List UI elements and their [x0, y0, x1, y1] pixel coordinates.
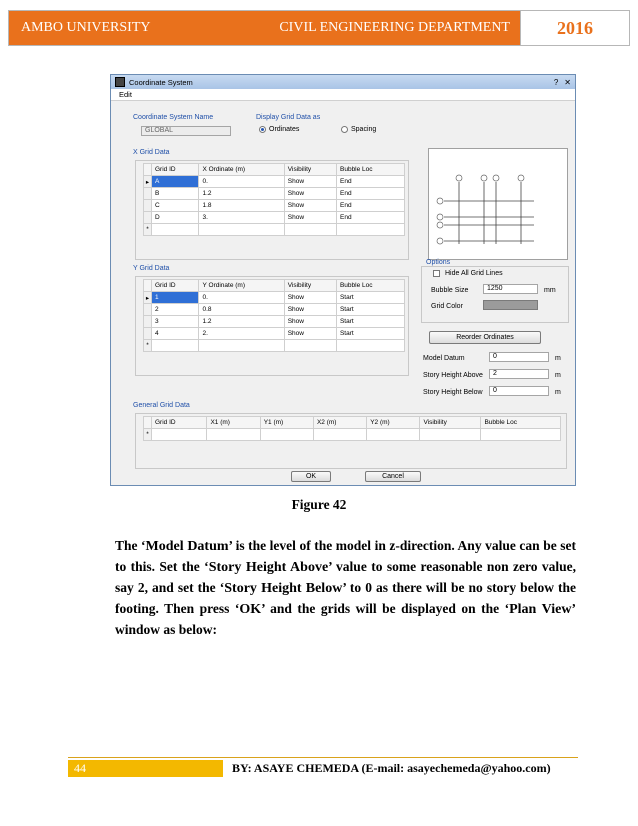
col-grid-id[interactable]: Grid ID — [152, 280, 199, 292]
cell[interactable] — [367, 429, 420, 441]
col-bubble-loc[interactable]: Bubble Loc — [336, 280, 404, 292]
cell[interactable]: Show — [284, 328, 336, 340]
cell[interactable]: Show — [284, 212, 336, 224]
cell[interactable]: Show — [284, 292, 336, 304]
emphasis-story-height-below: Story Height Below — [224, 580, 343, 596]
table-row[interactable] — [144, 292, 405, 304]
cell[interactable]: Start — [336, 328, 404, 340]
col-visibility[interactable]: Visibility — [420, 417, 481, 429]
cell[interactable] — [152, 224, 199, 236]
radio-ordinates-button[interactable] — [259, 126, 266, 133]
cell[interactable]: 3. — [199, 212, 284, 224]
col-y-ordinate[interactable]: Y Ordinate (m) — [199, 280, 284, 292]
cell[interactable]: Show — [284, 188, 336, 200]
row-indicator — [144, 188, 152, 200]
cell[interactable] — [336, 340, 404, 352]
row-indicator — [144, 212, 152, 224]
model-datum-unit: m — [555, 355, 561, 362]
cell[interactable] — [152, 429, 207, 441]
table-row[interactable] — [144, 304, 405, 316]
body-paragraph — [115, 536, 576, 640]
table-row[interactable] — [144, 316, 405, 328]
cell[interactable]: Start — [336, 292, 404, 304]
cell[interactable]: End — [337, 188, 405, 200]
cell[interactable] — [420, 429, 481, 441]
row-indicator — [144, 200, 152, 212]
emphasis-story-height-above: Story Height Above — [208, 559, 329, 575]
grid-color-swatch[interactable] — [483, 300, 538, 310]
cell[interactable]: 3 — [152, 316, 199, 328]
options-title: Options — [426, 259, 451, 266]
cell[interactable]: Show — [284, 176, 336, 188]
university-name: AMBO UNIVERSITY — [21, 20, 151, 35]
cell[interactable]: C — [152, 200, 199, 212]
story-height-above-label: Story Height Above — [423, 372, 483, 379]
col-x-ordinate[interactable]: X Ordinate (m) — [199, 164, 284, 176]
cell[interactable]: Show — [284, 316, 336, 328]
row-pointer-icon: ▸ — [144, 292, 152, 304]
cell[interactable]: 0. — [199, 176, 284, 188]
y-grid-header — [144, 280, 405, 292]
general-grid-corner — [144, 417, 152, 429]
new-row-icon: * — [144, 224, 152, 236]
new-row-icon: * — [144, 429, 152, 441]
story-height-below-field[interactable]: 0 — [489, 386, 549, 396]
row-indicator — [144, 304, 152, 316]
general-grid-title: General Grid Data — [133, 402, 190, 409]
app-icon — [115, 77, 125, 87]
new-row[interactable] — [144, 340, 405, 352]
cell[interactable] — [152, 340, 199, 352]
col-bubble-loc[interactable]: Bubble Loc — [337, 164, 405, 176]
cell[interactable]: B — [152, 188, 199, 200]
cell[interactable]: Start — [336, 316, 404, 328]
ok-button[interactable]: OK — [291, 471, 331, 482]
header-bar — [8, 10, 521, 46]
footer-rule — [68, 757, 578, 758]
system-name-field[interactable]: GLOBAL — [141, 126, 231, 136]
cell[interactable]: End — [337, 200, 405, 212]
cell[interactable]: 1 — [152, 292, 199, 304]
general-grid-header — [144, 417, 561, 429]
y-grid-table — [143, 279, 405, 352]
table-row[interactable] — [144, 212, 405, 224]
col-x1[interactable]: X1 (m) — [207, 417, 260, 429]
story-height-above-field[interactable]: 2 — [489, 369, 549, 379]
col-y2[interactable]: Y2 (m) — [367, 417, 420, 429]
col-grid-id[interactable]: Grid ID — [152, 164, 199, 176]
dialog-title: Coordinate System — [129, 77, 193, 87]
col-visibility[interactable]: Visibility — [284, 164, 336, 176]
dialog-titlebar — [111, 75, 575, 89]
new-row[interactable] — [144, 429, 561, 441]
general-grid-table — [143, 416, 561, 441]
emphasis-ok: OK — [239, 601, 262, 617]
grid-preview-diagram — [429, 149, 567, 259]
cell[interactable]: 4 — [152, 328, 199, 340]
grid-color-label: Grid Color — [431, 303, 463, 310]
model-datum-field[interactable]: 0 — [489, 352, 549, 362]
x-grid-table — [143, 163, 405, 236]
x-grid-header — [144, 164, 405, 176]
cell[interactable]: 2. — [199, 328, 284, 340]
col-y1[interactable]: Y1 (m) — [260, 417, 313, 429]
x-grid-title: X Grid Data — [133, 149, 170, 156]
story-height-below-label: Story Height Below — [423, 389, 483, 396]
row-indicator — [144, 316, 152, 328]
table-row[interactable] — [144, 200, 405, 212]
cell[interactable]: End — [337, 212, 405, 224]
radio-ordinates-label: Ordinates — [269, 126, 300, 133]
y-grid-corner — [144, 280, 152, 292]
cell[interactable]: 0.8 — [199, 304, 284, 316]
cell[interactable]: End — [337, 176, 405, 188]
cell[interactable] — [481, 429, 561, 441]
text-run: The ‘ — [115, 537, 146, 553]
cell[interactable]: 1.8 — [199, 200, 284, 212]
cell[interactable]: Show — [284, 200, 336, 212]
col-grid-id[interactable]: Grid ID — [152, 417, 207, 429]
page-number: 44 — [68, 760, 223, 777]
display-grid-label: Display Grid Data as — [256, 114, 321, 121]
cell[interactable]: 1.2 — [199, 316, 284, 328]
row-indicator — [144, 328, 152, 340]
bubble-size-unit: mm — [544, 287, 556, 294]
cell[interactable] — [260, 429, 313, 441]
emphasis-model-datum: Model Datum — [145, 538, 229, 554]
header-year: 2016 — [521, 10, 630, 46]
col-bubble-loc[interactable]: Bubble Loc — [481, 417, 561, 429]
cell[interactable]: 1.2 — [199, 188, 284, 200]
text-run: ’ is the level of the model in z-direction. Any value can be set to this. Set the ‘ — [115, 537, 576, 574]
cell[interactable]: A — [152, 176, 199, 188]
close-icon[interactable]: ✕ — [564, 77, 571, 87]
cell[interactable] — [284, 340, 336, 352]
radio-spacing-label: Spacing — [351, 126, 377, 133]
cell[interactable] — [313, 429, 366, 441]
cell[interactable]: Show — [284, 304, 336, 316]
emphasis-plan-view: Plan View — [509, 601, 572, 617]
text-run: ’ to 0 as there will be no story below the footing. Then press ‘ — [115, 579, 577, 616]
page-header — [8, 10, 630, 46]
cell[interactable] — [284, 224, 336, 236]
cell[interactable]: 2 — [152, 304, 199, 316]
footer-byline: BY: ASAYE CHEMEDA (E-mail: asayechemeda@yahoo.com) — [232, 761, 551, 775]
x-grid-corner — [144, 164, 152, 176]
story-height-below-unit: m — [555, 389, 561, 396]
hide-all-label: Hide All Grid Lines — [445, 270, 503, 277]
table-row[interactable] — [144, 328, 405, 340]
text-run: ’ window as below: — [115, 600, 576, 637]
cell[interactable] — [199, 224, 284, 236]
help-icon[interactable]: ? — [553, 77, 559, 87]
bubble-size-label: Bubble Size — [431, 287, 469, 294]
reorder-ordinates-button[interactable]: Reorder Ordinates — [429, 331, 541, 344]
model-datum-label: Model Datum — [423, 355, 465, 362]
text-run: ’ and the grids will be displayed on the ‘ — [261, 600, 510, 616]
new-row-icon: * — [144, 340, 152, 352]
table-row[interactable] — [144, 188, 405, 200]
cell[interactable]: Start — [336, 304, 404, 316]
figure-caption: Figure 42 — [291, 497, 347, 512]
col-visibility[interactable]: Visibility — [284, 280, 336, 292]
grid-preview — [428, 148, 568, 260]
y-grid-title: Y Grid Data — [133, 265, 170, 272]
row-pointer-icon: ▸ — [144, 176, 152, 188]
story-height-above-unit: m — [555, 372, 561, 379]
cell[interactable] — [207, 429, 260, 441]
bubble-size-field[interactable]: 1250 — [483, 284, 538, 294]
cell[interactable]: D — [152, 212, 199, 224]
radio-ordinates[interactable] — [259, 126, 299, 133]
coordinate-system-dialog — [110, 74, 576, 486]
table-row[interactable] — [144, 176, 405, 188]
radio-spacing[interactable] — [341, 126, 376, 133]
col-x2[interactable]: X2 (m) — [313, 417, 366, 429]
cell[interactable] — [199, 340, 284, 352]
radio-spacing-button[interactable] — [341, 126, 348, 133]
system-name-label: Coordinate System Name — [133, 114, 214, 121]
cancel-button[interactable]: Cancel — [365, 471, 421, 482]
department-name: CIVIL ENGINEERING DEPARTMENT — [279, 20, 510, 35]
hide-all-checkbox[interactable] — [433, 270, 440, 277]
cell[interactable]: 0. — [199, 292, 284, 304]
menu-edit[interactable]: Edit — [119, 90, 132, 99]
cell[interactable] — [337, 224, 405, 236]
new-row[interactable] — [144, 224, 405, 236]
text-run: ’ value to some reasonable non zero value, say 2, and set the ‘ — [115, 558, 577, 595]
